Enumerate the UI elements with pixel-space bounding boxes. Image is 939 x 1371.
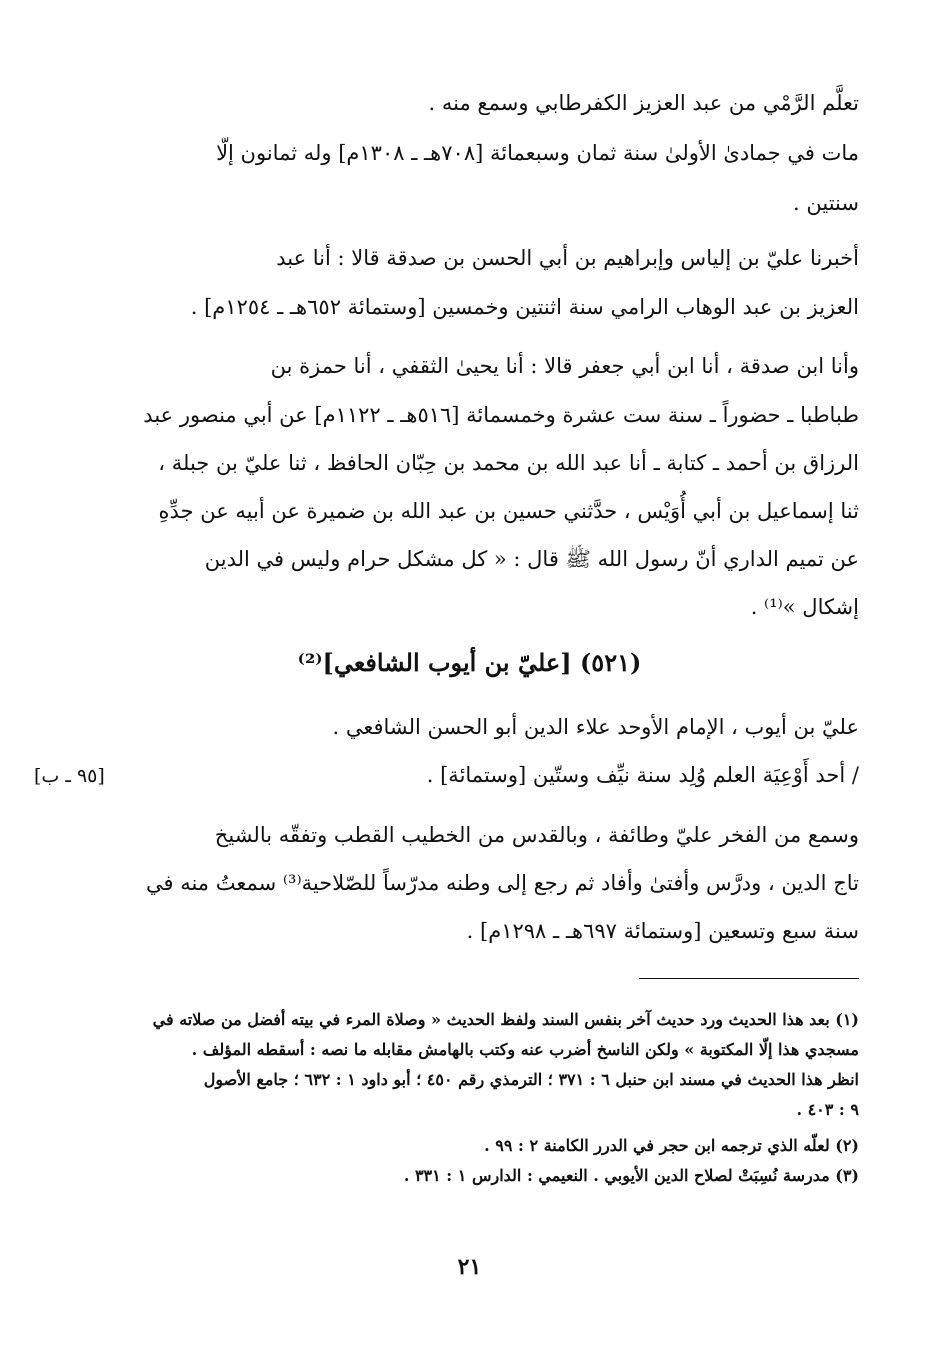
text-line: تعلَّم الرَّمْي من عبد العزيز الكفرطابي وسمع منه .: [428, 91, 859, 115]
footnote-line: (٣) مدرسة نُسِبَتْ لصلاح الدين الأيوبي . النعيمي : الدارس ١ : ٣٣١ .: [403, 1166, 859, 1185]
text-line: وسمع من الفخر عليّ وطائفة ، وبالقدس من الخطيب القطب وتفقّه بالشيخ: [214, 823, 859, 847]
footnote-line: (١) بعد هذا الحديث ورد حديث آخر بنفس السند ولفظ الحديث « وصلاة المرء في بيته أفضل من صلاته في: [152, 1010, 859, 1029]
text-line: عليّ بن أيوب ، الإمام الأوحد علاء الدين أبو الحسن الشافعي .: [332, 715, 859, 739]
footnote-line: مسجدي هذا إلّا المكتوبة » ولكن الناسخ أضرب عنه وكتب بالهامش مقابله ما نصه : أسقطه المؤلف .: [191, 1040, 859, 1059]
text-line: طباطبا ـ حضوراً ـ سنة ست عشرة وخمسمائة [٥١٦هـ ـ ١١٢٢م] عن أبي منصور عبد: [143, 403, 859, 427]
page-number: ٢١: [457, 1254, 482, 1280]
footnote-divider: [639, 978, 859, 979]
text-line: وأنا ابن صدقة ، أنا ابن أبي جعفر قالا : أنا يحيىٰ الثقفي ، أنا حمزة بن: [270, 354, 859, 378]
entry-heading: (٥٢١) [عليّ بن أيوب الشافعي]⁽²⁾: [297, 648, 642, 677]
text-line: مات في جمادىٰ الأولىٰ سنة ثمان وسبعمائة [٧٠٨هـ ـ ١٣٠٨م] وله ثمانون إلّا: [216, 141, 859, 165]
margin-folio-note: [٩٥ ـ ب]: [34, 765, 105, 787]
text-line: إشكال »⁽¹⁾ .: [750, 595, 859, 619]
text-line: / أحد أَوْعِيَة العلم وُلِد سنة نيِّف وستّين [وستمائة] .: [426, 763, 859, 787]
text-line: أخبرنا عليّ بن إلياس وإبراهيم بن أبي الحسن بن صدقة قالا : أنا عبد: [276, 246, 859, 270]
text-line: العزيز بن عبد الوهاب الرامي سنة اثنتين وخمسين [وستمائة ٦٥٢هـ ـ ١٢٥٤م] .: [190, 295, 859, 319]
text-line: ثنا إسماعيل بن أبي أُوَيْس ، حدَّثني حسين بن عبد الله بن ضميرة عن أبيه عن جدِّهِ: [158, 499, 859, 523]
text-line: الرزاق بن أحمد ـ كتابة ـ أنا عبد الله بن محمد بن حِبّان الحافظ ، ثنا عليّ بن جبلة ،: [158, 451, 859, 475]
text-line: سنة سبع وتسعين [وستمائة ٦٩٧هـ ـ ١٢٩٨م] .: [466, 919, 859, 943]
footnote-line: ٩ : ٤٠٣ .: [796, 1100, 859, 1119]
text-line: سنتين .: [793, 191, 859, 215]
footnote-line: (٢) لعلّه الذي ترجمه ابن حجر في الدرر الكامنة ٢ : ٩٩ .: [484, 1136, 859, 1155]
footnote-line: انظر هذا الحديث في مسند ابن حنبل ٦ : ٣٧١ ؛ الترمذي رقم ٤٥٠ ؛ أبو داود ١ : ٦٣٢ ؛ جامع الأصول: [203, 1070, 859, 1089]
text-line: تاج الدين ، ودرَّس وأفتىٰ وأفاد ثم رجع إلى وطنه مدرّساً للصّلاحية⁽³⁾ سمعتُ منه في: [145, 871, 859, 895]
text-line: عن تميم الداري أنّ رسول الله ﷺ قال : « كل مشكل حرام وليس في الدين: [204, 547, 859, 571]
